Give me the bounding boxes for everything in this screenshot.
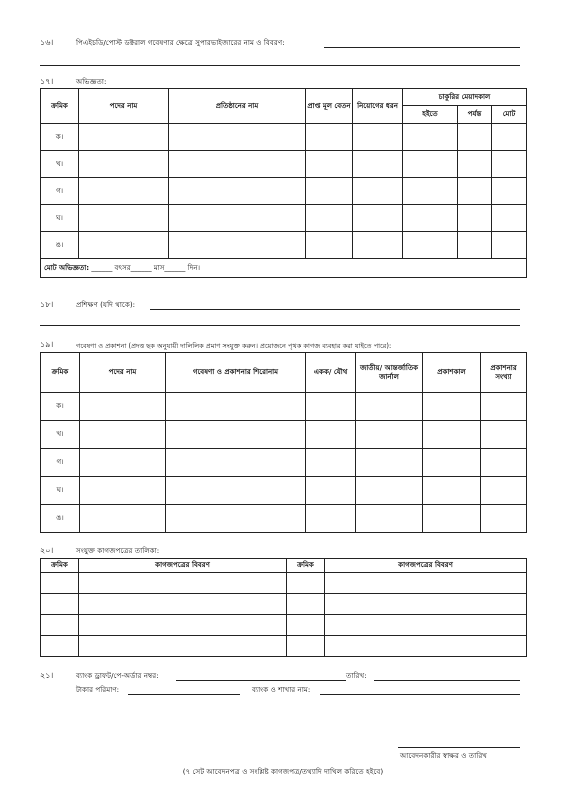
table-row[interactable] [41,573,527,594]
row-label: খ। [41,151,79,178]
amount-label: টাকার পরিমাণ: [76,685,120,694]
exp-header-salary: প্রাপ্ত মূল বেতন [306,89,353,124]
row-label: ঘ। [41,477,80,505]
table-row[interactable] [41,421,527,449]
supervisor-field-line-2[interactable] [40,65,520,66]
section-18-number: ১৮। [40,300,54,309]
section-19-number: ১৯। [40,340,54,349]
att-header-desc-2: কাগজপত্রের বিবরণ [325,559,527,573]
total-experience-label: মোট অভিজ্ঞতা: [44,263,90,272]
attachments-label: সংযুক্ত কাগজপত্রের তালিকা: [76,546,160,555]
exp-header-appointment: নিয়োগের ধরন [353,89,403,124]
row-label: গ। [41,449,80,477]
res-header-count: প্রকাশনার সংখ্যা [481,353,527,393]
supervisor-label: পিএইচডি/পোস্ট ডক্টরাল গবেষণার ক্ষেত্রে সুপারভাইজারের নাম ও বিবরণ: [76,38,285,47]
table-row[interactable] [41,449,527,477]
att-header-serial: ক্রমিক [41,559,79,573]
res-header-post: পদের নাম [80,353,166,393]
exp-header-from: হইতে [403,106,458,124]
date-label: তারিখ: [346,671,367,680]
table-row[interactable] [41,205,527,232]
row-label: গ। [41,178,79,205]
table-row[interactable] [41,232,527,259]
draft-number-field[interactable] [176,680,346,681]
section-17-number: ১৭। [40,77,54,86]
training-field[interactable] [150,309,520,310]
signature-line[interactable] [398,747,520,748]
res-header-serial: ক্রমিক [41,353,80,393]
total-experience-fields: ______ বৎসর______ মাস______ দিন। [91,263,201,272]
table-row[interactable] [41,594,527,615]
row-label: ঙ। [41,232,79,259]
table-row[interactable] [41,124,527,151]
table-row[interactable] [41,477,527,505]
bank-branch-field[interactable] [320,694,520,695]
draft-number-label: ব্যাংক ড্রাফট/পে-অর্ডার নম্বর: [76,671,159,680]
row-label: ঘ। [41,205,79,232]
section-16-number: ১৬। [40,38,54,47]
exp-header-total: মোট [492,106,527,124]
training-label: প্রশিক্ষণ (যদি থাকে): [76,300,136,309]
table-row[interactable] [41,636,527,657]
table-row[interactable] [41,393,527,421]
training-field-line-2[interactable] [40,325,520,326]
experience-label: অভিজ্ঞতা: [76,77,107,86]
row-label: ঙ। [41,505,80,533]
table-row[interactable] [41,151,527,178]
attachments-table [40,558,527,657]
row-label: ক। [41,393,80,421]
res-header-journal: জাতীয়/ আন্তর্জাতিক জার্নাল [356,353,423,393]
footer-note: (৭ সেট আবেদনপত্র ও সংশ্লিষ্ট কাগজপত্র/তথ্যাদি দাখিল করিতে হইবে) [182,767,384,776]
supervisor-field[interactable] [324,47,520,48]
row-label: ক। [41,124,79,151]
research-table [40,352,527,533]
experience-table [40,88,527,278]
section-20-number: ২০। [40,546,54,555]
research-label: গবেষণা ও প্রকাশনা (প্রদত্ত ছক অনুযায়ী দালিলিক প্রমাণ সংযুক্ত করুন। প্রয়োজনে পৃথক কাগজ ব্যবহার করা যাইতে পারে): [76,342,392,350]
date-field[interactable] [374,680,520,681]
bank-branch-label: ব্যাংক ও শাখার নাম: [252,685,311,694]
res-header-author: একক/ যৌথ [306,353,356,393]
table-row[interactable] [41,178,527,205]
exp-header-duration: চাকুরির মেয়াদকাল [403,89,527,106]
row-label: খ। [41,421,80,449]
exp-header-serial: ক্রমিক [41,89,79,124]
res-header-title: গবেষণা ও প্রকাশনার শিরোনাম [166,353,306,393]
total-experience-row[interactable] [41,259,527,278]
exp-header-to: পর্যন্ত [458,106,492,124]
amount-field[interactable] [128,694,240,695]
signature-label: আবেদনকারীর স্বাক্ষর ও তারিখ [400,751,488,760]
section-21-number: ২১। [40,671,54,680]
exp-header-institution: প্রতিষ্ঠানের নাম [169,89,306,124]
res-header-pubdate: প্রকাশকাল [423,353,481,393]
att-header-serial-2: ক্রমিক [287,559,325,573]
att-header-desc: কাগজপত্রের বিবরণ [79,559,287,573]
table-row[interactable] [41,505,527,533]
exp-header-post: পদের নাম [79,89,169,124]
table-row[interactable] [41,615,527,636]
